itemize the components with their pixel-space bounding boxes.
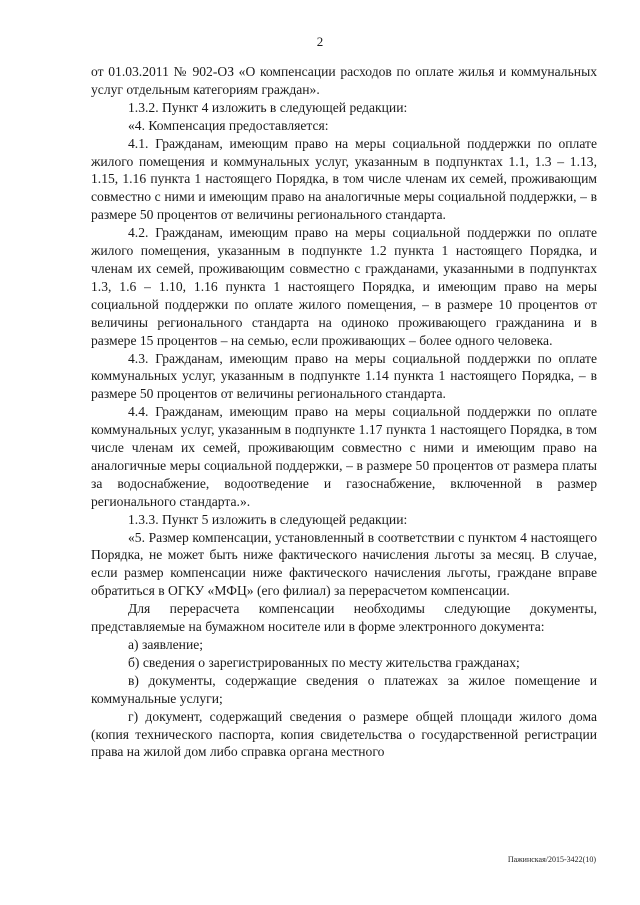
paragraph-law-reference: от 01.03.2011 № 902-ОЗ «О компенсации расходов по оплате жилья и коммунальных услуг отдельным категориям граждан».	[91, 64, 597, 97]
paragraph-item-4-intro: «4. Компенсация предоставляется:	[128, 117, 329, 133]
footer-document-code: Пажинская/2015-3422(10)	[507, 855, 596, 864]
paragraph-item-4-4: 4.4. Гражданам, имеющим право на меры социальной поддержки по оплате коммунальных услуг, указанным в подпункте 1.17 пункта 1 настоящего Порядка, в том числе членам их семей, проживающим совместно с ними и имеющим право на аналогичные меры социальной поддержки, – в размере 50 процентов от размера платы за водоснабжение, водоотведение и газоснабжение, включенной в размер регионального стандарта.».	[91, 404, 597, 509]
list-item-v: в) документы, содержащие сведения о платежах за жилое помещение и коммунальные услуги;	[91, 672, 597, 706]
paragraph-item-4-1: 4.1. Гражданам, имеющим право на меры социальной поддержки по оплате жилого помещения и коммунальных услуг, указанным в подпунктах 1.1, 1.3 – 1.13, 1.15, 1.16 пункта 1 настоящего Порядка, в том числе членам их семей, проживающим совместно с ними и имеющим право на аналогичные меры социальной поддержки, – в размере 50 процентов от величины регионального стандарта.	[91, 135, 597, 223]
paragraph-item-4-3: 4.3. Гражданам, имеющим право на меры социальной поддержки по оплате коммунальных услуг, указанным в подпункте 1.14 пункта 1 настоящего Порядка, – в размере 50 процентов от величины регионального стандарта.	[91, 350, 597, 402]
page-number: 2	[316, 34, 324, 49]
paragraph-item-5: «5. Размер компенсации, установленный в соответствии с пунктом 4 настоящего Порядка, не может быть ниже фактического начисления льготы за месяц. В случае, если размер компенсации ниже фактического начисления льготы, граждане вправе обратиться в ОГКУ «МФЦ» (его филиал) за перерасчетом компенсации.	[91, 529, 597, 599]
paragraph-item-1-3-2: 1.3.2. Пункт 4 изложить в следующей редакции:	[128, 99, 408, 115]
list-item-g: г) документ, содержащий сведения о размере общей площади жилого дома (копия технического паспорта, копия свидетельства о государственной регистрации права на жилой дом либо справка органа местного	[91, 708, 597, 760]
document-body	[91, 63, 597, 761]
paragraph-item-1-3-3: 1.3.3. Пункт 5 изложить в следующей редакции:	[128, 511, 408, 527]
list-item-b: б) сведения о зарегистрированных по месту жительства гражданах;	[128, 654, 520, 670]
list-item-a: а) заявление;	[128, 637, 204, 652]
paragraph-item-4-2: 4.2. Гражданам, имеющим право на меры социальной поддержки по оплате жилого помещения, указанным в подпункте 1.2 пункта 1 настоящего Порядка, и членам их семей, проживающим совместно с гражданами, указанными в подпунктах 1.3, 1.6 – 1.10, 1.16 пункта 1 настоящего Порядка, и имеющим право на меры социальной поддержки по оплате жилого помещения, – в размере 10 процентов от величины регионального стандарта на одиноко проживающего гражданина и в размере 15 процентов – на семью, если проживающих – более одного человека.	[91, 225, 597, 348]
paragraph-documents-intro: Для перерасчета компенсации необходимы следующие документы, представляемые на бумажном носителе или в форме электронного документа:	[91, 601, 597, 635]
